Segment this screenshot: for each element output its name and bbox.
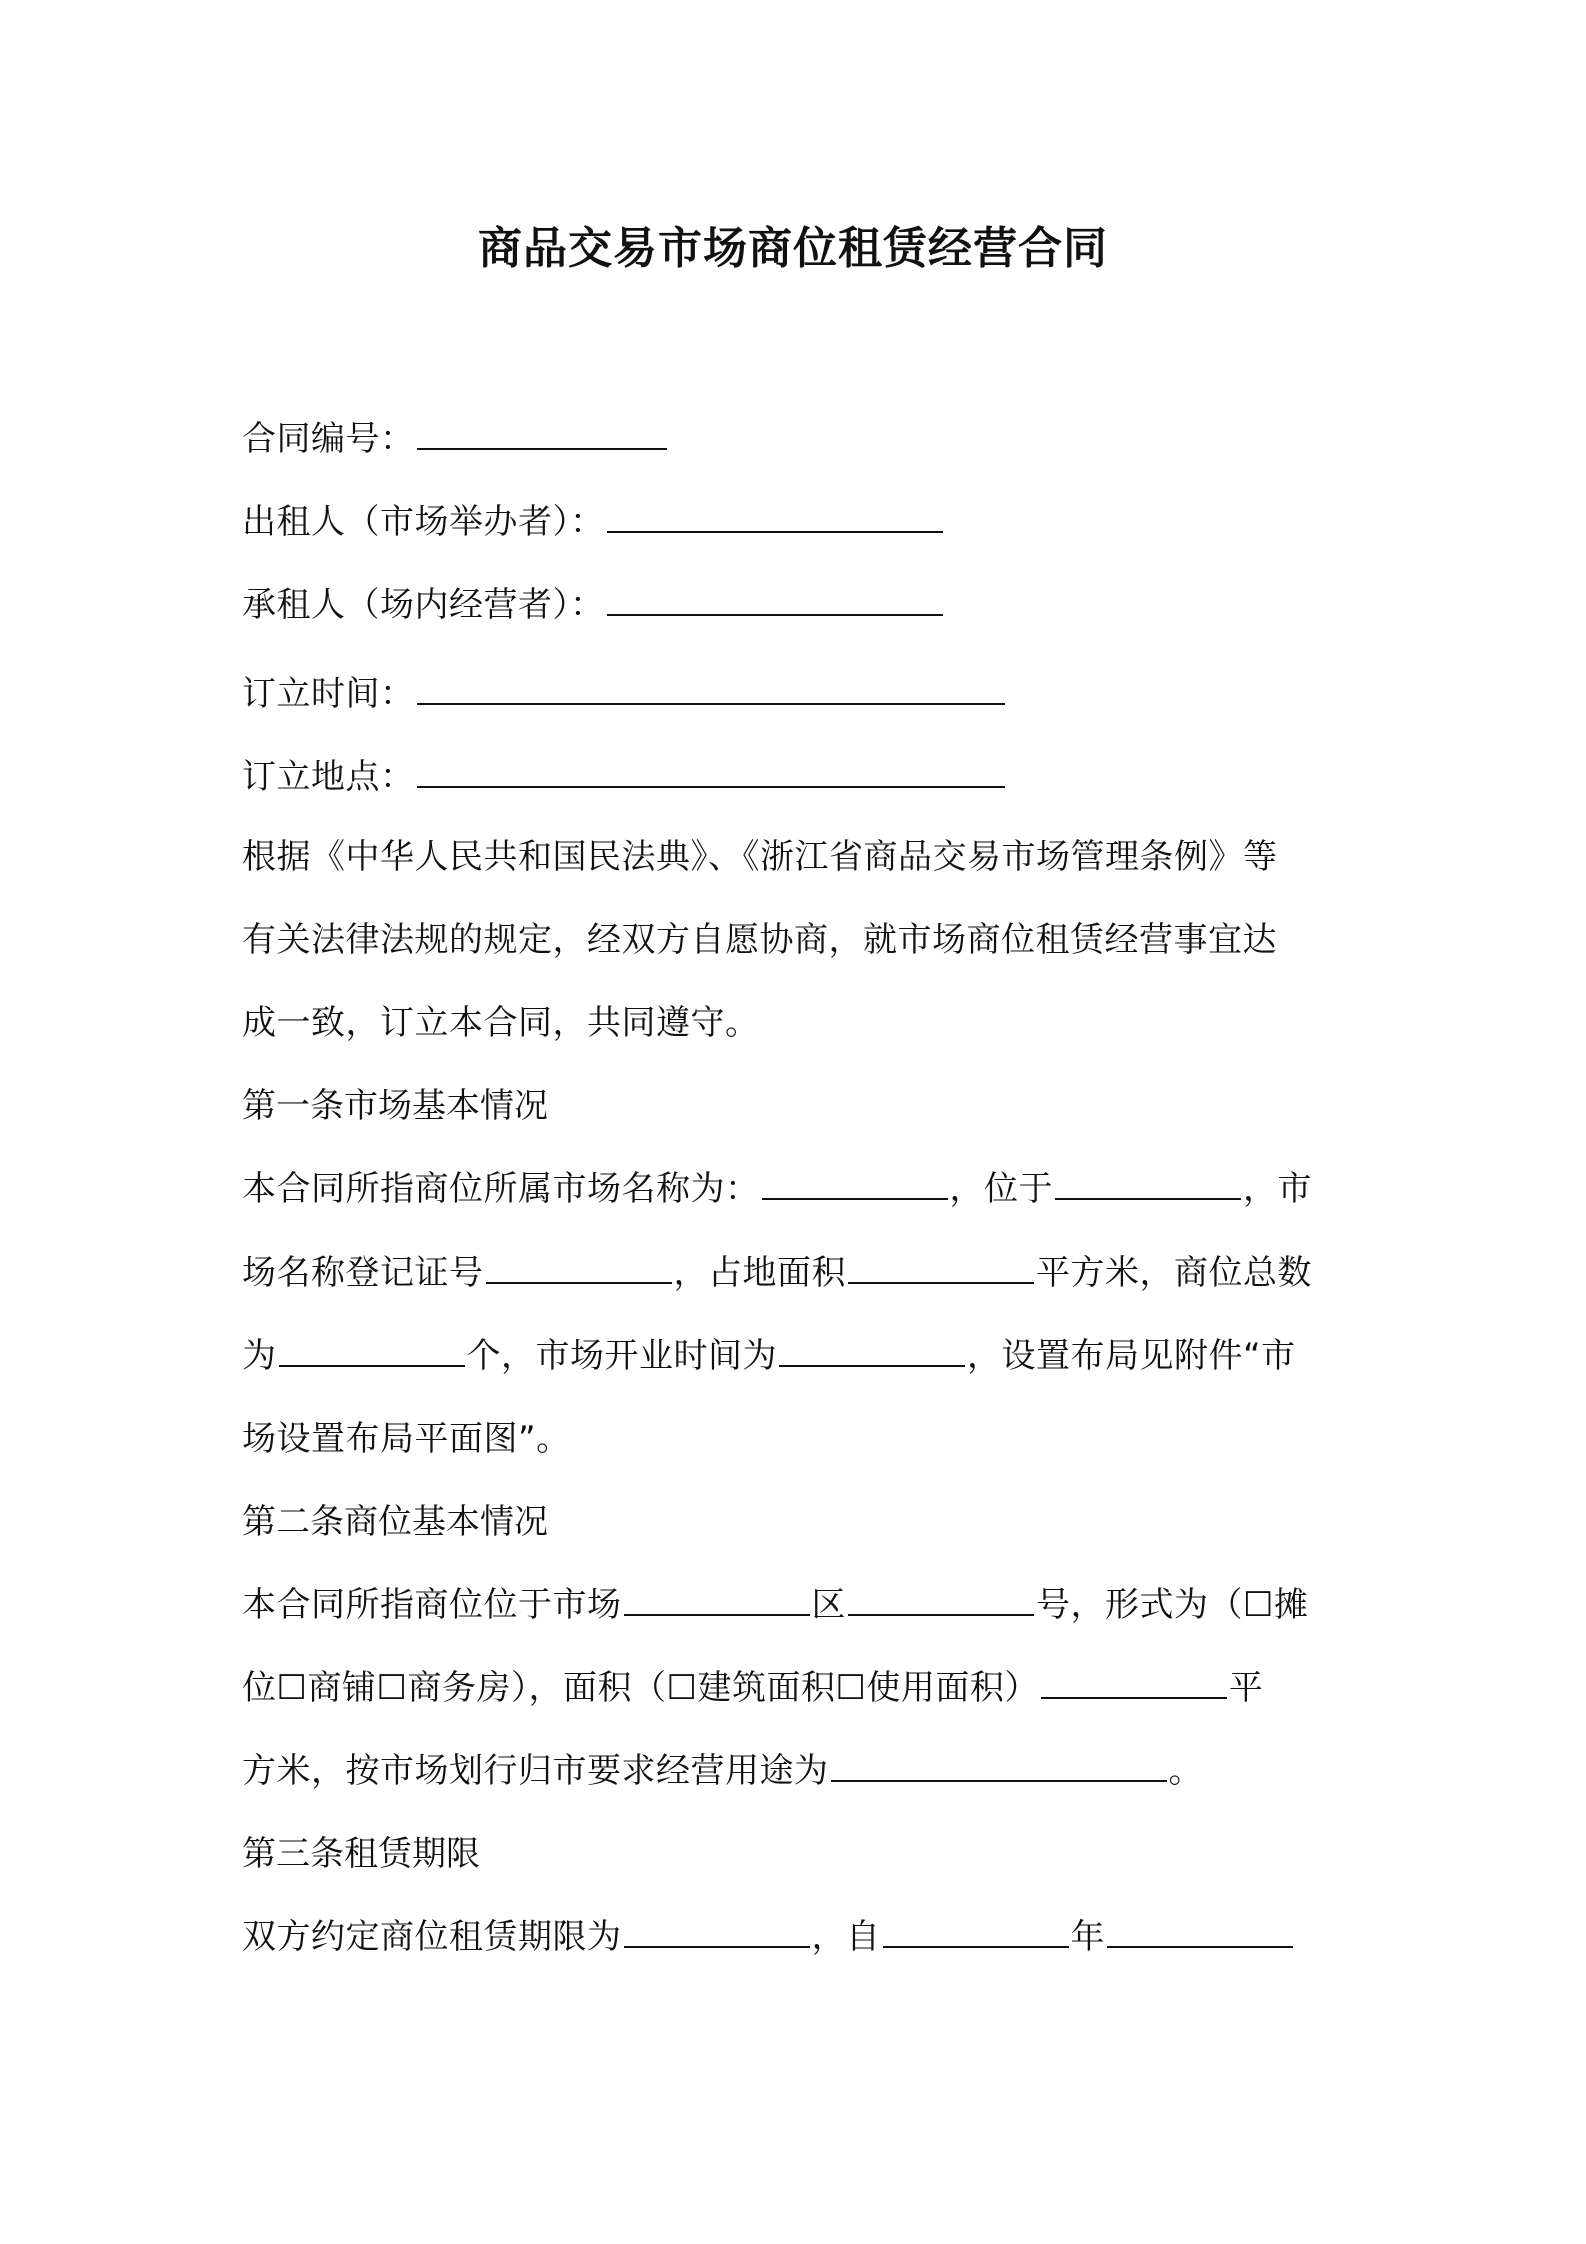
text: 平 [1228,1668,1264,1708]
area-blank [1041,1667,1227,1699]
preamble-line: 成一致，订立本合同，共同遵守。 [242,1003,760,1043]
text: ，市 [1243,1169,1312,1209]
text: 个，市场开业时间为 [466,1336,777,1376]
article-3-heading: 第三条租赁期限 [242,1834,480,1874]
zone-blank [624,1584,810,1616]
text: 本合同所指商位位于市场 [242,1585,622,1625]
lessee-blank [607,584,943,616]
lessee-label: 承租人（场内经营者）： [242,585,605,625]
article-1-line [242,1164,1312,1214]
signing-place-field [242,752,1007,802]
stall-count-blank [279,1335,465,1367]
start-year-blank [883,1916,1069,1948]
contract-number-blank [417,418,667,450]
text: 。 [1168,1751,1203,1791]
text: ，位于 [949,1169,1053,1209]
start-month-blank [1107,1916,1293,1948]
signing-date-field [242,669,1007,719]
lease-term-blank [624,1916,810,1948]
article-1-heading: 第一条市场基本情况 [242,1086,548,1126]
usage-blank [831,1750,1167,1782]
article-2-line [242,1746,1203,1796]
lessor-field [242,497,945,547]
signing-date-blank [417,673,1005,705]
opening-date-blank [779,1335,965,1367]
market-location-blank [1055,1168,1241,1200]
article-1-line [242,1331,1296,1381]
text: ，设置布局见附件“市 [967,1336,1296,1376]
text: ，占地面积 [673,1253,846,1293]
preamble-line: 根据《中华人民共和国民法典》、《浙江省商品交易市场管理条例》等 [242,837,1278,877]
stall-number-blank [848,1584,1034,1616]
signing-place-blank [417,756,1005,788]
signing-place-label: 订立地点： [242,757,415,797]
text: 场名称登记证号 [242,1253,484,1293]
article-3-line [242,1912,1295,1962]
text: 年 [1070,1917,1105,1957]
text: ，自 [811,1917,881,1957]
preamble-line: 有关法律法规的规定，经双方自愿协商，就市场商位租赁经营事宜达 [242,920,1277,960]
text: 双方约定商位租赁期限为 [242,1917,622,1957]
article-1-line: 场设置布局平面图”。 [242,1419,571,1459]
article-2-line [242,1580,1308,1630]
lessor-label: 出租人（市场举办者）： [242,502,605,542]
page-title: 商品交易市场商位租赁经营合同 [478,223,1108,274]
text: 号，形式为（☐摊 [1036,1585,1309,1625]
text: 方米，按市场划行归市要求经营用途为 [242,1751,829,1791]
lessee-field [242,580,945,630]
land-area-blank [848,1252,1034,1284]
article-1-line [242,1248,1312,1298]
text: 本合同所指商位所属市场名称为： [242,1169,760,1209]
registration-number-blank [486,1252,672,1284]
contract-number-field [242,414,669,464]
market-name-blank [762,1168,948,1200]
contract-number-label: 合同编号： [242,419,415,459]
signing-date-label: 订立时间： [242,674,415,714]
text: 平方米，商位总数 [1036,1253,1312,1293]
article-2-line [242,1663,1263,1713]
lessor-blank [607,501,943,533]
text: 区 [811,1585,846,1625]
article-2-heading: 第二条商位基本情况 [242,1502,548,1542]
text: 位☐商铺☐商务房），面积（☐建筑面积☐使用面积） [242,1668,1039,1708]
text: 为 [242,1336,277,1376]
